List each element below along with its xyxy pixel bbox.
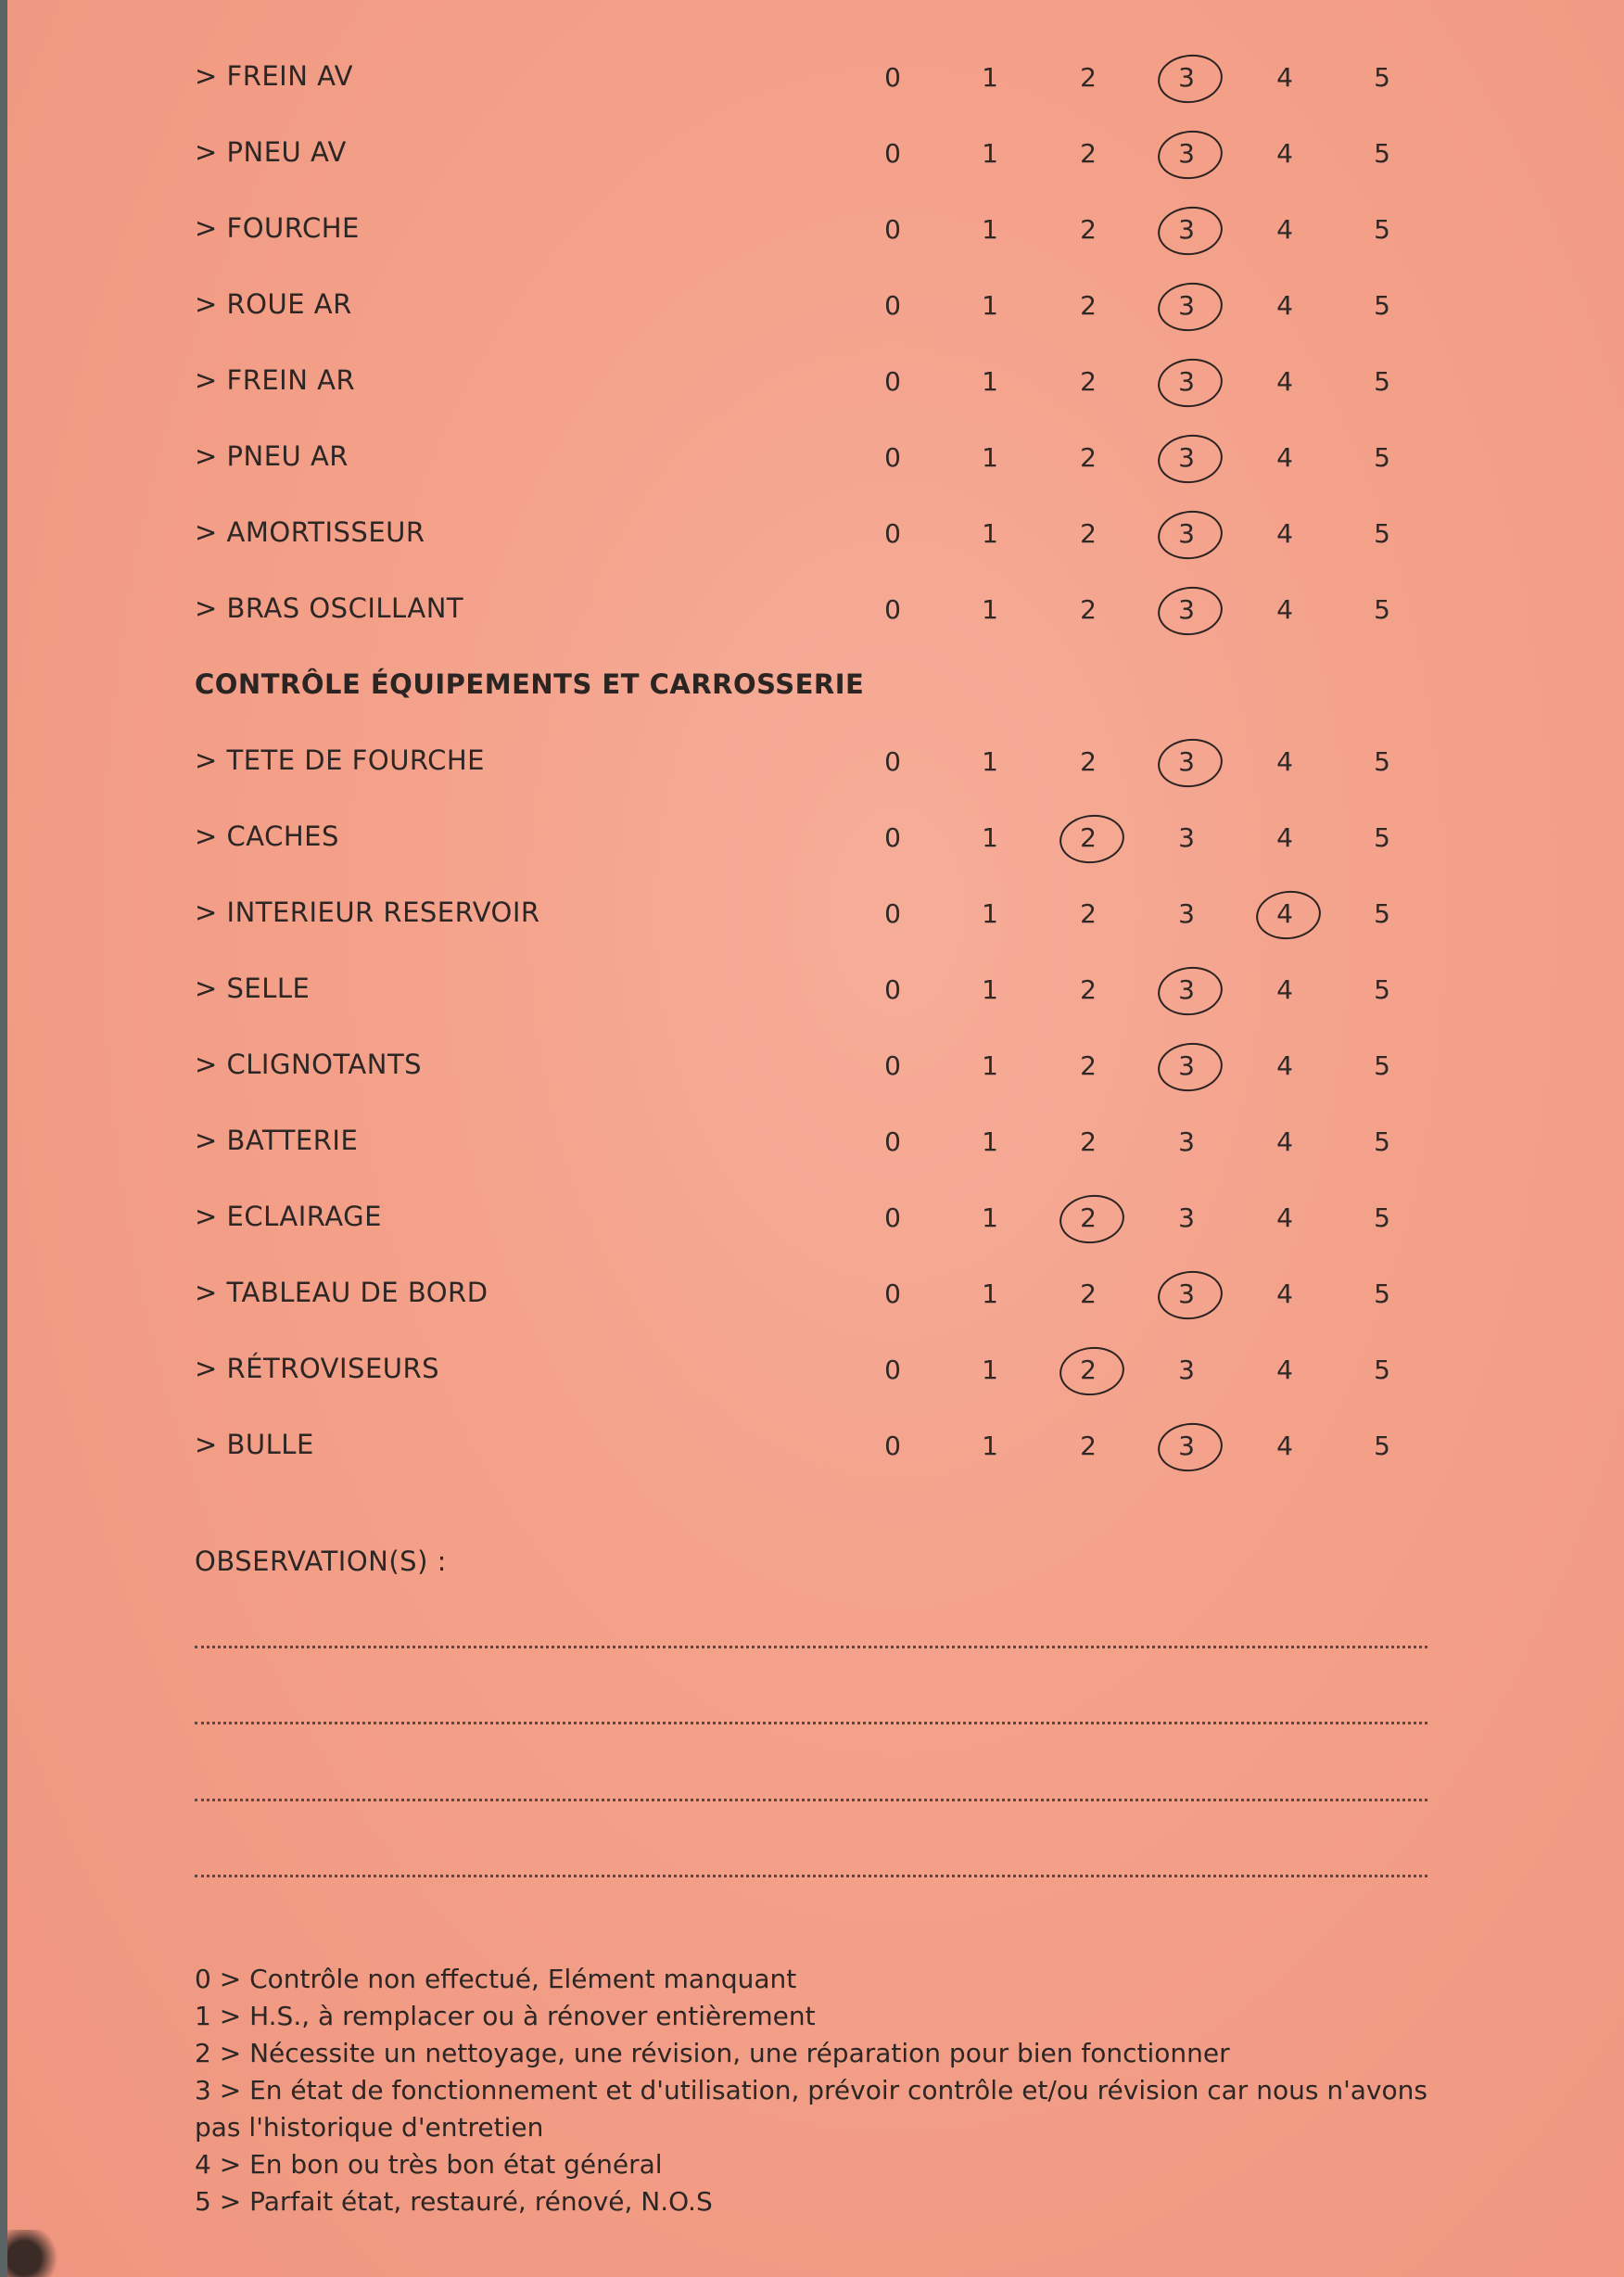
score-option-2[interactable]: 2 <box>1080 1050 1097 1081</box>
score-option-0[interactable]: 0 <box>884 746 901 777</box>
score-option-5[interactable]: 5 <box>1374 1202 1390 1233</box>
score-option-0[interactable]: 0 <box>884 1278 901 1309</box>
rating-label: > PNEU AV <box>195 136 347 168</box>
score-option-0[interactable]: 0 <box>884 822 901 853</box>
score-option-0[interactable]: 0 <box>884 366 901 397</box>
score-option-2[interactable]: 2 <box>1080 62 1097 93</box>
score-option-3-selected[interactable]: 3 <box>1159 1278 1214 1309</box>
rating-row-clignotants <box>7 1030 1624 1106</box>
score-option-0[interactable]: 0 <box>884 1355 901 1385</box>
rating-row-roue-ar <box>7 270 1624 346</box>
score-option-4[interactable]: 4 <box>1276 366 1293 397</box>
rating-row-pneu-ar <box>7 422 1624 498</box>
score-option-2[interactable]: 2 <box>1080 442 1097 473</box>
score-option-3[interactable]: 3 <box>1178 1126 1195 1157</box>
score-option-5[interactable]: 5 <box>1374 974 1390 1005</box>
score-option-0[interactable]: 0 <box>884 290 901 321</box>
score-option-2-selected[interactable]: 2 <box>1060 822 1116 853</box>
score-option-2[interactable]: 2 <box>1080 1126 1097 1157</box>
score-option-4[interactable]: 4 <box>1276 822 1293 853</box>
rating-row-pneu-av <box>7 118 1624 194</box>
rating-label: > RÉTROVISEURS <box>195 1353 440 1384</box>
section-title: CONTRÔLE ÉQUIPEMENTS ET CARROSSERIE <box>195 668 865 700</box>
rating-label: > FREIN AV <box>195 60 353 92</box>
score-option-2-selected[interactable]: 2 <box>1060 1355 1116 1385</box>
rating-label: > ECLAIRAGE <box>195 1201 382 1232</box>
score-option-5[interactable]: 5 <box>1374 290 1390 321</box>
score-option-3-selected[interactable]: 3 <box>1159 138 1214 169</box>
legend-line-3: 3 > En état de fonctionnement et d'utilisation, prévoir contrôle et/ou révision car nous n'avons pas l'historique d'entretien <box>195 2075 1427 2143</box>
score-option-3-selected[interactable]: 3 <box>1159 366 1214 397</box>
score-option-2[interactable]: 2 <box>1080 898 1097 929</box>
score-option-0[interactable]: 0 <box>884 138 901 169</box>
rating-label: > INTERIEUR RESERVOIR <box>195 897 540 928</box>
score-option-5[interactable]: 5 <box>1374 746 1390 777</box>
score-option-4[interactable]: 4 <box>1276 1355 1293 1385</box>
score-option-3-selected[interactable]: 3 <box>1159 594 1214 625</box>
legend-line-1: 1 > H.S., à remplacer ou à rénover entièrement <box>195 2001 816 2031</box>
score-option-0[interactable]: 0 <box>884 62 901 93</box>
score-option-3-selected[interactable]: 3 <box>1159 442 1214 473</box>
score-option-0[interactable]: 0 <box>884 442 901 473</box>
score-option-4[interactable]: 4 <box>1276 290 1293 321</box>
score-option-4[interactable]: 4 <box>1276 138 1293 169</box>
rating-row-bras-oscillant <box>7 574 1624 650</box>
score-option-3[interactable]: 3 <box>1178 822 1195 853</box>
score-option-4[interactable]: 4 <box>1276 1126 1293 1157</box>
rating-row-retroviseurs <box>7 1334 1624 1410</box>
legend-line-2: 2 > Nécessite un nettoyage, une révision, une réparation pour bien fonctionner <box>195 2038 1230 2068</box>
score-option-1[interactable]: 1 <box>982 1126 998 1157</box>
score-option-5[interactable]: 5 <box>1374 518 1390 549</box>
score-option-1[interactable]: 1 <box>982 518 998 549</box>
legend-line-0: 0 > Contrôle non effectué, Elément manquant <box>195 1964 797 1994</box>
score-option-3[interactable]: 3 <box>1178 1202 1195 1233</box>
score-option-1[interactable]: 1 <box>982 1050 998 1081</box>
score-option-0[interactable]: 0 <box>884 974 901 1005</box>
rating-row-frein-av <box>7 42 1624 118</box>
observation-line-2[interactable] <box>195 1722 1427 1724</box>
rating-label: > AMORTISSEUR <box>195 516 425 548</box>
rating-row-interieur-reservoir <box>7 878 1624 954</box>
score-option-3-selected[interactable]: 3 <box>1159 518 1214 549</box>
rating-label: > CLIGNOTANTS <box>195 1049 423 1080</box>
score-option-0[interactable]: 0 <box>884 1050 901 1081</box>
score-option-1[interactable]: 1 <box>982 898 998 929</box>
rating-label: > ROUE AR <box>195 288 352 320</box>
score-option-0[interactable]: 0 <box>884 594 901 625</box>
score-option-5[interactable]: 5 <box>1374 442 1390 473</box>
observation-line-1[interactable] <box>195 1646 1427 1648</box>
score-option-4[interactable]: 4 <box>1276 974 1293 1005</box>
rating-label: > BRAS OSCILLANT <box>195 592 464 624</box>
rating-row-frein-ar <box>7 346 1624 422</box>
score-option-1[interactable]: 1 <box>982 138 998 169</box>
score-option-1[interactable]: 1 <box>982 442 998 473</box>
score-option-1[interactable]: 1 <box>982 974 998 1005</box>
legend-line-4: 4 > En bon ou très bon état général <box>195 2149 663 2180</box>
score-option-1[interactable]: 1 <box>982 62 998 93</box>
observation-line-4[interactable] <box>195 1875 1427 1877</box>
score-option-3-selected[interactable]: 3 <box>1159 290 1214 321</box>
score-option-2[interactable]: 2 <box>1080 1431 1097 1461</box>
rating-label: > PNEU AR <box>195 440 349 472</box>
score-option-3-selected[interactable]: 3 <box>1159 1050 1214 1081</box>
score-option-2[interactable]: 2 <box>1080 974 1097 1005</box>
score-option-1[interactable]: 1 <box>982 1278 998 1309</box>
score-option-3-selected[interactable]: 3 <box>1159 974 1214 1005</box>
score-option-2[interactable]: 2 <box>1080 1278 1097 1309</box>
rating-row-batterie <box>7 1106 1624 1182</box>
rating-label: > FREIN AR <box>195 364 356 396</box>
rating-row-bulle <box>7 1410 1624 1486</box>
rating-label: > BATTERIE <box>195 1125 359 1156</box>
score-option-3-selected[interactable]: 3 <box>1159 1431 1214 1461</box>
rating-label: > SELLE <box>195 973 311 1004</box>
score-option-2[interactable]: 2 <box>1080 518 1097 549</box>
score-option-2[interactable]: 2 <box>1080 214 1097 245</box>
score-option-1[interactable]: 1 <box>982 594 998 625</box>
rating-row-fourche <box>7 194 1624 270</box>
observation-line-3[interactable] <box>195 1799 1427 1801</box>
score-option-5[interactable]: 5 <box>1374 62 1390 93</box>
score-option-4[interactable]: 4 <box>1276 594 1293 625</box>
score-option-2-selected[interactable]: 2 <box>1060 1202 1116 1233</box>
ink-smudge <box>7 2230 63 2277</box>
inspection-rows <box>7 42 1624 1486</box>
score-option-5[interactable]: 5 <box>1374 1050 1390 1081</box>
legend-line-5: 5 > Parfait état, restauré, rénové, N.O.S <box>195 2186 713 2217</box>
inspection-sheet <box>7 0 1624 2277</box>
rating-label: > BULLE <box>195 1429 314 1460</box>
score-option-4[interactable]: 4 <box>1276 1202 1293 1233</box>
score-option-0[interactable]: 0 <box>884 214 901 245</box>
score-option-0[interactable]: 0 <box>884 898 901 929</box>
rating-row-amortisseur <box>7 498 1624 574</box>
score-option-0[interactable]: 0 <box>884 1431 901 1461</box>
rating-label: > CACHES <box>195 820 339 852</box>
score-option-0[interactable]: 0 <box>884 518 901 549</box>
score-option-5[interactable]: 5 <box>1374 214 1390 245</box>
score-option-4[interactable]: 4 <box>1276 62 1293 93</box>
score-option-5[interactable]: 5 <box>1374 138 1390 169</box>
score-option-3-selected[interactable]: 3 <box>1159 746 1214 777</box>
score-option-4[interactable]: 4 <box>1276 442 1293 473</box>
score-option-3-selected[interactable]: 3 <box>1159 62 1214 93</box>
rating-label: > TABLEAU DE BORD <box>195 1277 488 1308</box>
rating-legend <box>195 1961 1427 2220</box>
score-option-1[interactable]: 1 <box>982 1431 998 1461</box>
rating-label: > FOURCHE <box>195 212 360 244</box>
rating-row-caches <box>7 802 1624 878</box>
score-option-1[interactable]: 1 <box>982 1202 998 1233</box>
score-option-1[interactable]: 1 <box>982 822 998 853</box>
score-option-2[interactable]: 2 <box>1080 138 1097 169</box>
score-option-4[interactable]: 4 <box>1276 518 1293 549</box>
section-header-row <box>7 650 1624 726</box>
score-option-5[interactable]: 5 <box>1374 594 1390 625</box>
score-option-1[interactable]: 1 <box>982 290 998 321</box>
score-option-5[interactable]: 5 <box>1374 1431 1390 1461</box>
score-option-1[interactable]: 1 <box>982 366 998 397</box>
score-option-5[interactable]: 5 <box>1374 1355 1390 1385</box>
score-option-0[interactable]: 0 <box>884 1202 901 1233</box>
score-option-2[interactable]: 2 <box>1080 746 1097 777</box>
score-option-5[interactable]: 5 <box>1374 1126 1390 1157</box>
score-option-3-selected[interactable]: 3 <box>1159 214 1214 245</box>
score-option-4[interactable]: 4 <box>1276 746 1293 777</box>
score-option-2[interactable]: 2 <box>1080 594 1097 625</box>
rating-row-tete-de-fourche <box>7 726 1624 802</box>
score-option-4[interactable]: 4 <box>1276 214 1293 245</box>
score-option-4-selected[interactable]: 4 <box>1257 898 1313 929</box>
score-option-1[interactable]: 1 <box>982 214 998 245</box>
score-option-5[interactable]: 5 <box>1374 898 1390 929</box>
score-option-0[interactable]: 0 <box>884 1126 901 1157</box>
rating-row-selle <box>7 954 1624 1030</box>
score-option-1[interactable]: 1 <box>982 1355 998 1385</box>
score-option-5[interactable]: 5 <box>1374 366 1390 397</box>
rating-row-eclairage <box>7 1182 1624 1258</box>
score-option-4[interactable]: 4 <box>1276 1278 1293 1309</box>
score-option-2[interactable]: 2 <box>1080 290 1097 321</box>
rating-label: > TETE DE FOURCHE <box>195 744 485 776</box>
score-option-2[interactable]: 2 <box>1080 366 1097 397</box>
rating-row-tableau-de-bord <box>7 1258 1624 1334</box>
score-option-5[interactable]: 5 <box>1374 1278 1390 1309</box>
score-option-5[interactable]: 5 <box>1374 822 1390 853</box>
score-option-1[interactable]: 1 <box>982 746 998 777</box>
score-option-3[interactable]: 3 <box>1178 898 1195 929</box>
score-option-4[interactable]: 4 <box>1276 1431 1293 1461</box>
score-option-4[interactable]: 4 <box>1276 1050 1293 1081</box>
observations-label: OBSERVATION(S) : <box>195 1546 447 1577</box>
score-option-3[interactable]: 3 <box>1178 1355 1195 1385</box>
